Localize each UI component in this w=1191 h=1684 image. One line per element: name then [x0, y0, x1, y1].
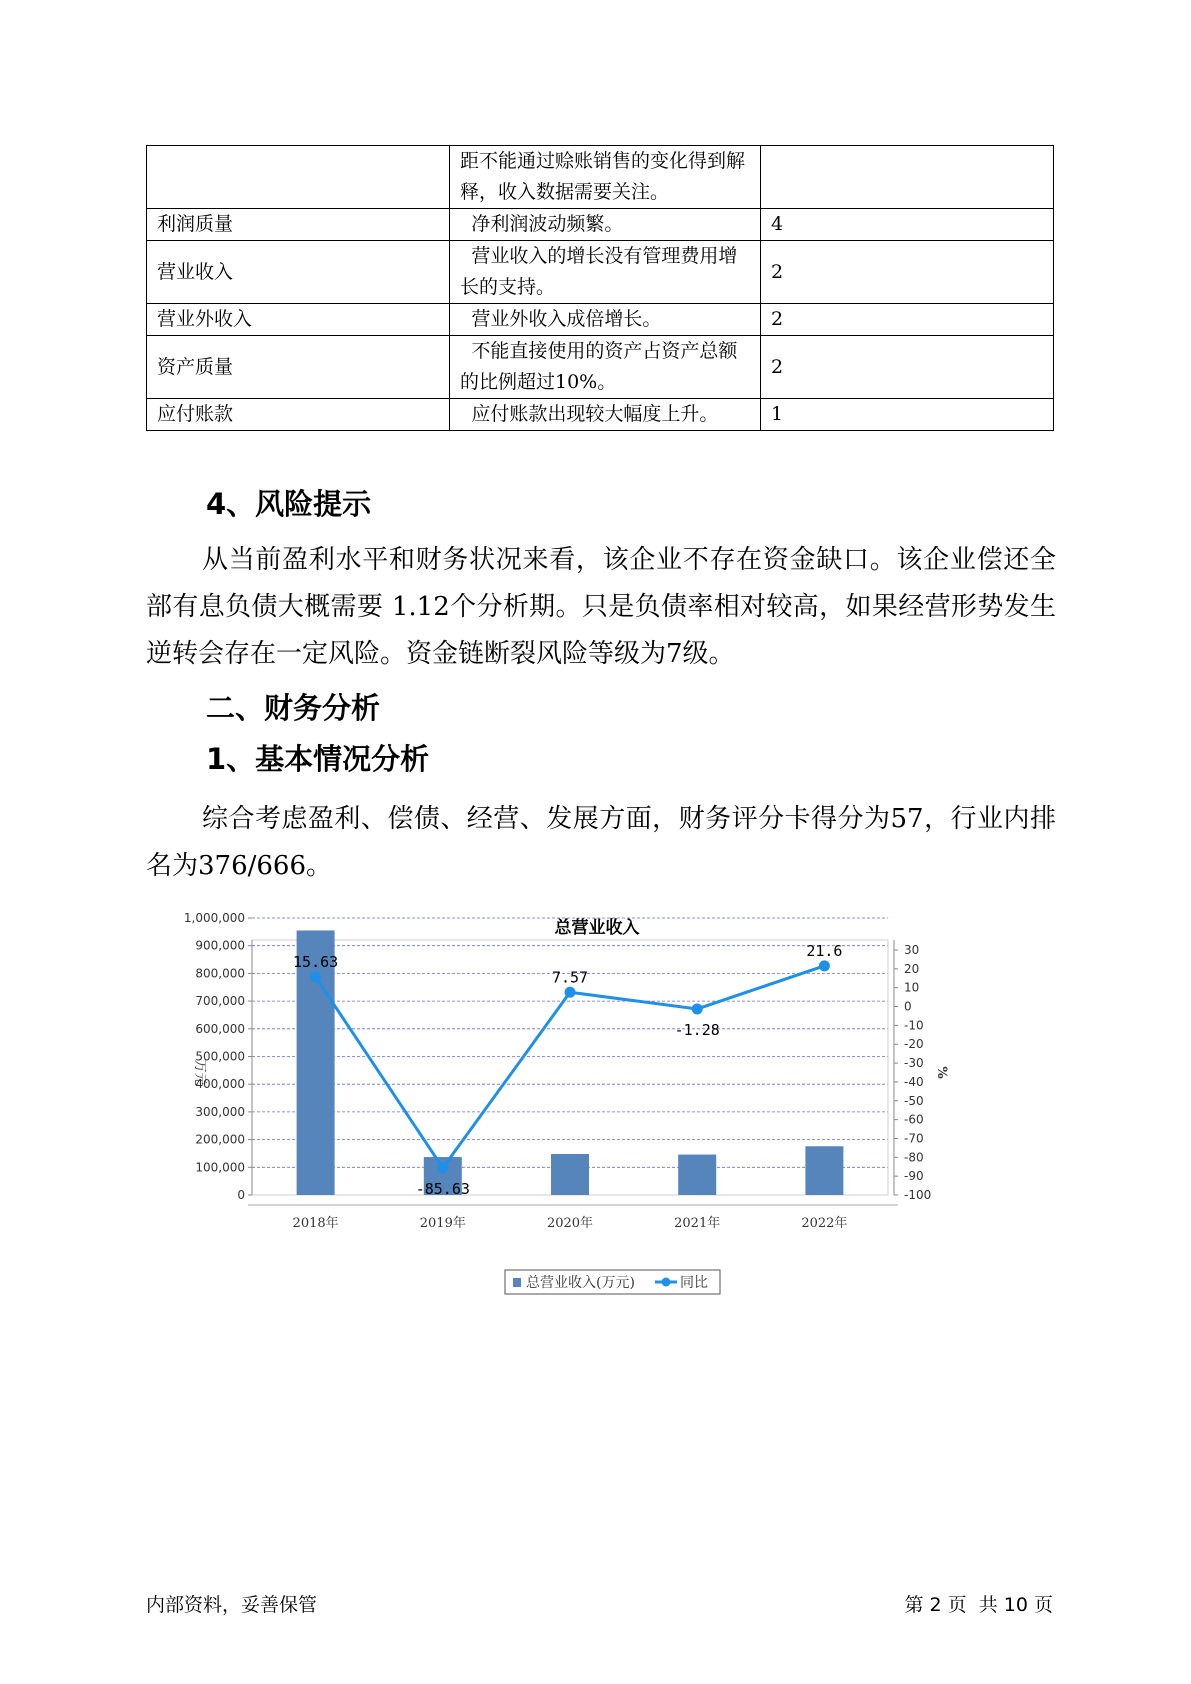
- x-tick-label: 2018年: [292, 1216, 339, 1231]
- data-label: 15.63: [293, 953, 339, 972]
- y-axis-label: 万元: [192, 1059, 207, 1086]
- y-tick-label: 400,000: [195, 1077, 245, 1092]
- x-tick-label: 2019年: [419, 1216, 466, 1231]
- bar: [551, 1154, 589, 1195]
- y2-axis-label: %: [934, 1066, 949, 1079]
- y-tick-label: 300,000: [195, 1104, 245, 1119]
- yoy-point: [692, 1003, 703, 1014]
- table-cell-score: 2: [761, 241, 1054, 304]
- bar: [678, 1155, 716, 1195]
- table-cell-description: 距不能通过赊账销售的变化得到解释，收入数据需要关注。: [450, 146, 761, 209]
- table-row: [147, 209, 1054, 241]
- legend-bar-swatch: [513, 1278, 521, 1287]
- table-cell-item: [147, 146, 450, 209]
- table-row: [147, 241, 1054, 304]
- table-row: [147, 399, 1054, 431]
- table-cell-item: 利润质量: [147, 209, 450, 241]
- x-tick-label: 2021年: [674, 1216, 721, 1231]
- bar: [805, 1146, 843, 1195]
- yoy-point: [437, 1162, 448, 1173]
- yoy-point: [565, 987, 576, 998]
- y2-tick-label: -70: [904, 1131, 924, 1146]
- chart-grid: [252, 918, 888, 1167]
- y2-tick-label: -60: [904, 1112, 924, 1127]
- table-row: [147, 304, 1054, 336]
- legend-line-marker: [662, 1278, 671, 1287]
- table-cell-score: 2: [761, 336, 1054, 399]
- basic-analysis-paragraph: 综合考虑盈利、偿债、经营、发展方面，财务评分卡得分为57，行业内排名为376/666。: [146, 804, 1056, 881]
- y-tick-label: 0: [237, 1188, 245, 1202]
- table-row: [147, 146, 1054, 209]
- data-label: -1.28: [674, 1020, 720, 1039]
- y2-tick-label: 10: [904, 980, 920, 995]
- table-cell-score: 2: [761, 304, 1054, 336]
- y2-tick-label: -20: [904, 1037, 924, 1052]
- section-heading-financial-analysis: 二、财务分析: [206, 691, 381, 725]
- y-tick-label: 900,000: [195, 938, 245, 953]
- section-heading-risk: 4、风险提示: [206, 487, 372, 521]
- risk-paragraph: 从当前盈利水平和财务状况来看，该企业不存在资金缺口。该企业偿还全部有息负债大概需要 1.12个分析期。只是负债率相对较高，如果经营形势发生逆转会存在一定风险。资金链断裂风险等级为7级。: [146, 545, 1056, 669]
- table-cell-description: 净利润波动频繁。: [450, 209, 761, 241]
- table-cell-description: 不能直接使用的资产占资产总额的比例超过10%。: [450, 336, 761, 399]
- y2-tick-label: -30: [904, 1056, 924, 1071]
- y2-tick-label: 30: [904, 943, 920, 957]
- section-heading-basic-analysis: 1、基本情况分析: [206, 742, 430, 776]
- footer-left: 内部资料，妥善保管: [146, 1594, 318, 1616]
- table-cell-score: [761, 146, 1054, 209]
- y2-tick-label: -50: [904, 1093, 924, 1108]
- table-cell-item: 营业收入: [147, 241, 450, 304]
- table-cell-score: 1: [761, 399, 1054, 431]
- y2-tick-label: -10: [904, 1018, 924, 1033]
- x-tick-label: 2022年: [801, 1216, 848, 1231]
- y2-tick-label: -80: [904, 1150, 924, 1165]
- y2-tick-label: -90: [904, 1169, 924, 1184]
- table-cell-item: 营业外收入: [147, 304, 450, 336]
- chart-legend: [505, 1270, 720, 1294]
- y2-tick-label: -40: [904, 1074, 924, 1089]
- table-cell-description: 营业收入的增长没有管理费用增长的支持。: [450, 241, 761, 304]
- table-cell-description: 应付账款出现较大幅度上升。: [450, 399, 761, 431]
- y-tick-label: 200,000: [195, 1132, 245, 1147]
- y2-tick-label: 0: [904, 999, 912, 1014]
- data-label: 7.57: [551, 968, 589, 987]
- table-cell-item: 应付账款: [147, 399, 450, 431]
- y-tick-label: 1,000,000: [183, 911, 245, 925]
- data-label: -85.63: [415, 1179, 470, 1198]
- revenue-chart: [180, 905, 960, 1355]
- table-cell-score: 4: [761, 209, 1054, 241]
- y-tick-label: 600,000: [195, 1021, 245, 1036]
- x-tick-label: 2020年: [546, 1216, 594, 1231]
- yoy-point: [819, 960, 830, 971]
- data-label: 21.6: [806, 941, 843, 960]
- risk-table: [146, 145, 1054, 431]
- yoy-point: [310, 972, 321, 983]
- y-tick-label: 500,000: [195, 1049, 245, 1064]
- table-cell-item: 资产质量: [147, 336, 450, 399]
- legend-label-yoy: 同比: [680, 1275, 708, 1291]
- y2-tick-label: 20: [904, 961, 920, 976]
- y-tick-label: 100,000: [195, 1160, 245, 1175]
- y2-tick-label: -100: [904, 1188, 932, 1202]
- chart-line: [310, 960, 830, 1173]
- legend-label-revenue: 总营业收入(万元): [526, 1275, 635, 1291]
- y-tick-label: 700,000: [195, 994, 245, 1009]
- table-row: [147, 336, 1054, 399]
- y-tick-label: 800,000: [195, 966, 245, 981]
- chart-title: 总营业收入: [554, 918, 640, 938]
- footer-page-number: 第 2 页 共 10 页: [904, 1594, 1053, 1616]
- table-cell-description: 营业外收入成倍增长。: [450, 304, 761, 336]
